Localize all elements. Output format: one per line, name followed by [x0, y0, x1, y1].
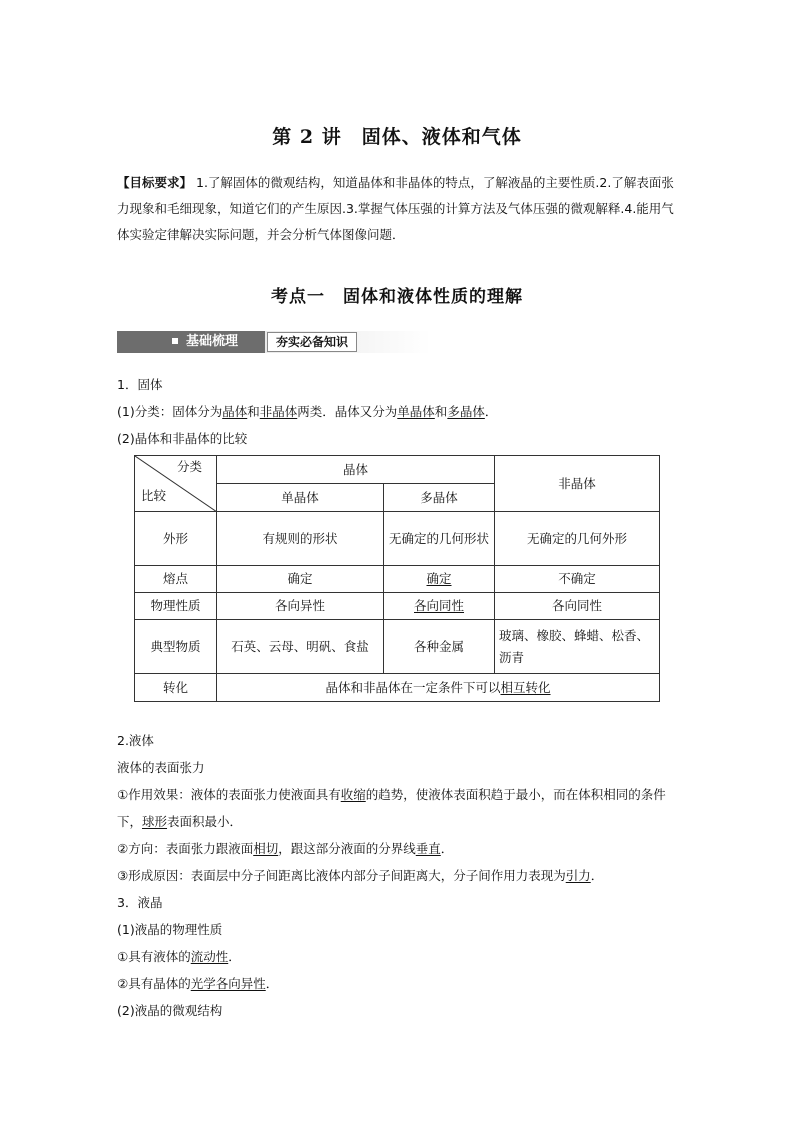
table-cell: 有规则的形状 [217, 512, 384, 566]
solid-comparison-heading: (2)晶体和非晶体的比较 [117, 431, 248, 446]
underline-crystal: 晶体 [222, 404, 248, 419]
table-cell: 确定 [384, 566, 495, 593]
square-icon [172, 338, 178, 344]
liquid-heading: 2.液体 [117, 733, 154, 748]
banner-dark-label [117, 331, 265, 353]
table-cell: 玻璃、橡胶、蜂蜡、松香、沥青 [495, 620, 660, 674]
table-cell: 不确定 [495, 566, 660, 593]
table-cell: 各向异性 [217, 593, 384, 620]
header-amorphous: 非晶体 [495, 456, 660, 512]
table-row [135, 566, 660, 593]
solid-heading: 1．固体 [117, 377, 163, 392]
liquid-crystal-anisotropy: ②具有晶体的光学各向异性． [117, 976, 279, 991]
liquid-direction: ②方向：表面张力跟液面相切，跟这部分液面的分界线垂直． [117, 841, 454, 856]
underline-amorphous: 非晶体 [259, 404, 298, 419]
section-banner [117, 331, 431, 353]
row-label: 外形 [135, 512, 217, 566]
header-crystal: 晶体 [217, 456, 495, 484]
table-cell: 无确定的几何外形 [495, 512, 660, 566]
underline-polycrystal: 多晶体 [447, 404, 485, 419]
learning-objectives [117, 170, 682, 248]
row-label: 物理性质 [135, 593, 217, 620]
objectives-tag: 【目标要求】 [117, 175, 193, 190]
table-cell: 各种金属 [384, 620, 495, 674]
crystal-comparison-table [134, 455, 660, 702]
page-title: 第 2 讲 固体、液体和气体 [272, 126, 522, 148]
liquid-crystal-properties: (1)液晶的物理性质 [117, 922, 223, 937]
liquid-effect: ①作用效果：液体的表面张力使液面具有收缩的趋势，使液体表面积趋于最小，而在体积相同的条件下，球形表面积最小． [117, 787, 666, 829]
solid-classification: (1)分类：固体分为晶体和非晶体两类．晶体又分为单晶体和多晶体． [117, 404, 498, 419]
section-title: 考点一 固体和液体性质的理解 [271, 287, 523, 307]
table-cell: 各向同性 [495, 593, 660, 620]
banner-light-label: 夯实必备知识 [267, 332, 357, 352]
table-cell: 无确定的几何形状 [384, 512, 495, 566]
table-cell: 石英、云母、明矾、食盐 [217, 620, 384, 674]
table-row [135, 512, 660, 566]
liquid-crystal-heading: 3．液晶 [117, 895, 163, 910]
banner-dark-text: 基础梳理 [186, 334, 239, 349]
corner-top-label: 分类 [176, 459, 202, 474]
table-cell: 晶体和非晶体在一定条件下可以相互转化 [217, 674, 660, 702]
table-cell: 各向同性 [384, 593, 495, 620]
table-cell: 确定 [217, 566, 384, 593]
row-label: 转化 [135, 674, 217, 702]
header-polycrystal: 多晶体 [384, 484, 495, 512]
table-row [135, 674, 660, 702]
header-single-crystal: 单晶体 [217, 484, 384, 512]
row-label: 熔点 [135, 566, 217, 593]
liquid-crystal-structure: (2)液晶的微观结构 [117, 1003, 223, 1018]
table-row [135, 620, 660, 674]
liquid-subheading: 液体的表面张力 [117, 760, 205, 775]
row-label: 典型物质 [135, 620, 217, 674]
liquid-cause: ③形成原因：表面层中分子间距离比液体内部分子间距离大，分子间作用力表现为引力． [117, 868, 604, 883]
table-row [135, 593, 660, 620]
underline-single-crystal: 单晶体 [397, 404, 435, 419]
liquid-crystal-fluidity: ①具有液体的流动性． [117, 949, 241, 964]
corner-cell [135, 456, 217, 512]
corner-bottom-label: 比较 [141, 488, 167, 503]
objectives-text: 1.了解固体的微观结构，知道晶体和非晶体的特点，了解液晶的主要性质.2.了解表面张力现象和毛细现象，知道它们的产生原因.3.掌握气体压强的计算方法及气体压强的微观解释.4.能用气体实验定律解决实际问题，并会分析气体图像问题． [117, 175, 674, 242]
